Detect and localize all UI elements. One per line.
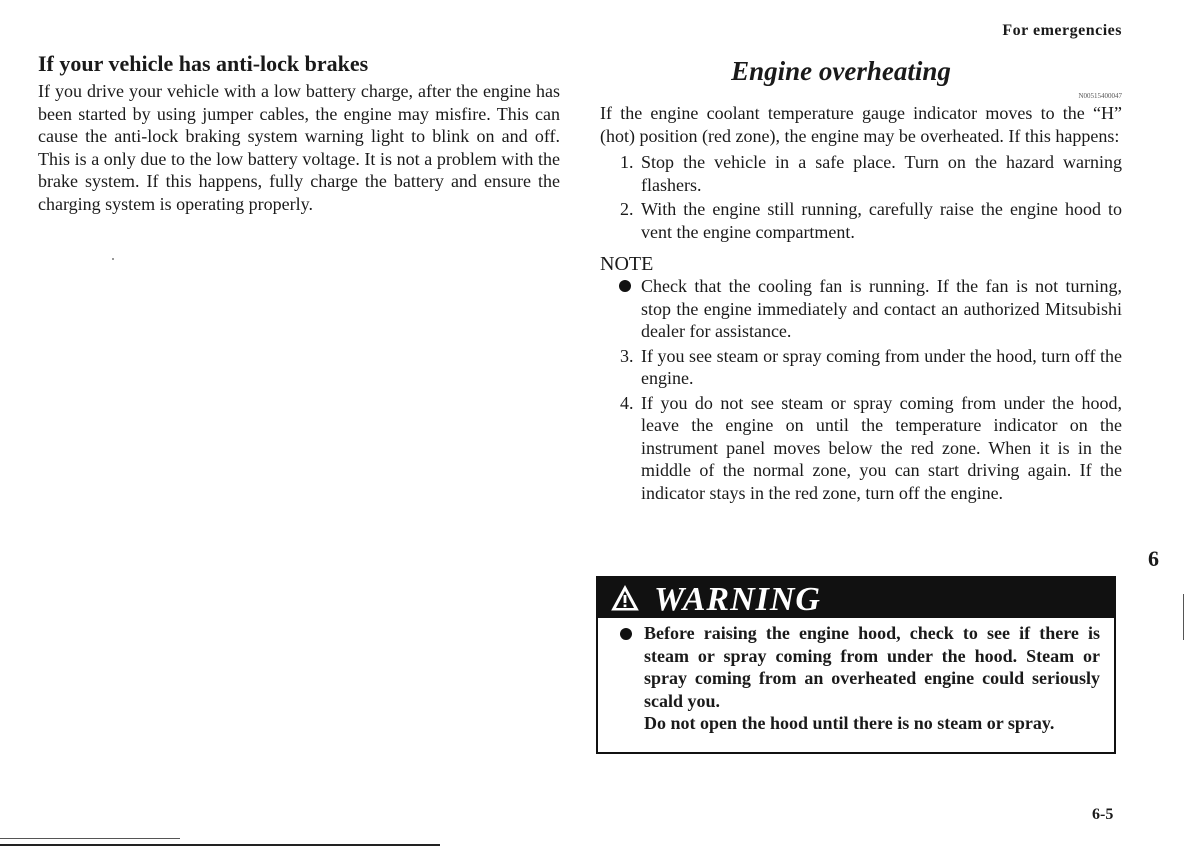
page-number: 6-5: [1092, 806, 1114, 823]
step-text: With the engine still running, carefully raise the engine hood to vent the engine compartment.: [641, 199, 1122, 242]
warning-text: Before raising the engine hood, check to see if there is steam or spray coming from under the hood. Steam or spray coming from an overheated engine could seriously scald you.: [644, 623, 1100, 711]
step-text: If you do not see steam or spray coming from under the hood, leave the engine on until the temperature indicator on the instrument panel moves below the red zone. When it is in the middle of the normal zone, you can start driving again. If the indicator stays in the red zone, turn off the engine.: [641, 392, 1122, 503]
note-label: NOTE: [600, 253, 654, 275]
step-number: 3.: [620, 345, 634, 366]
margin-mark: [1183, 594, 1184, 640]
step-item: [600, 345, 1122, 390]
warning-triangle-icon: [610, 584, 640, 612]
warning-text: Do not open the hood until there is no steam or spray.: [644, 713, 1055, 733]
section-header: For emergencies: [1002, 22, 1122, 39]
step-text: If you see steam or spray coming from under the hood, turn off the engine.: [641, 345, 1122, 388]
bullet-icon: [619, 280, 631, 292]
warning-title: WARNING: [654, 581, 821, 618]
note-bullet-item: [600, 275, 1122, 343]
abs-body: If you drive your vehicle with a low battery charge, after the engine has been started by using jumper cables, the engine may misfire. This can cause the anti-lock braking system warning light to blink on and off. This is a only due to the low battery voltage. It is not a problem with the brake system. If this happens, fully charge the battery and ensure the charging system is operating properly.: [38, 81, 560, 214]
step-item: [600, 198, 1122, 243]
chapter-number: 6: [1148, 546, 1159, 571]
intro-paragraph: If the engine coolant temperature gauge indicator moves to the “H” (hot) position (red zone), the engine may be overheated. If this happens:: [600, 103, 1122, 146]
page-title: Engine overheating: [731, 56, 951, 86]
step-number: 2.: [620, 199, 634, 219]
abs-heading: If your vehicle has anti-lock brakes: [38, 51, 369, 76]
bottom-rule: [0, 838, 180, 839]
step-text: Stop the vehicle in a safe place. Turn on the hazard warning flashers.: [641, 152, 1122, 195]
reference-code: N00515400047: [1078, 92, 1122, 100]
warning-body: [598, 618, 1114, 735]
warning-box: [596, 576, 1116, 754]
left-column: [38, 50, 560, 215]
scan-speck: [112, 258, 114, 260]
bottom-rule: [0, 844, 440, 846]
step-number: 1.: [620, 152, 634, 172]
step-item: [600, 392, 1122, 505]
step-item: [600, 151, 1122, 196]
warning-header: [598, 578, 1114, 618]
right-column: [600, 54, 1122, 506]
bullet-icon: [620, 628, 632, 640]
step-number: 4.: [620, 392, 634, 413]
note-text: Check that the cooling fan is running. If the fan is not turning, stop the engine immediately and contact an authorized Mitsubishi dealer for assistance.: [641, 276, 1122, 341]
steps-list: [600, 151, 1122, 243]
